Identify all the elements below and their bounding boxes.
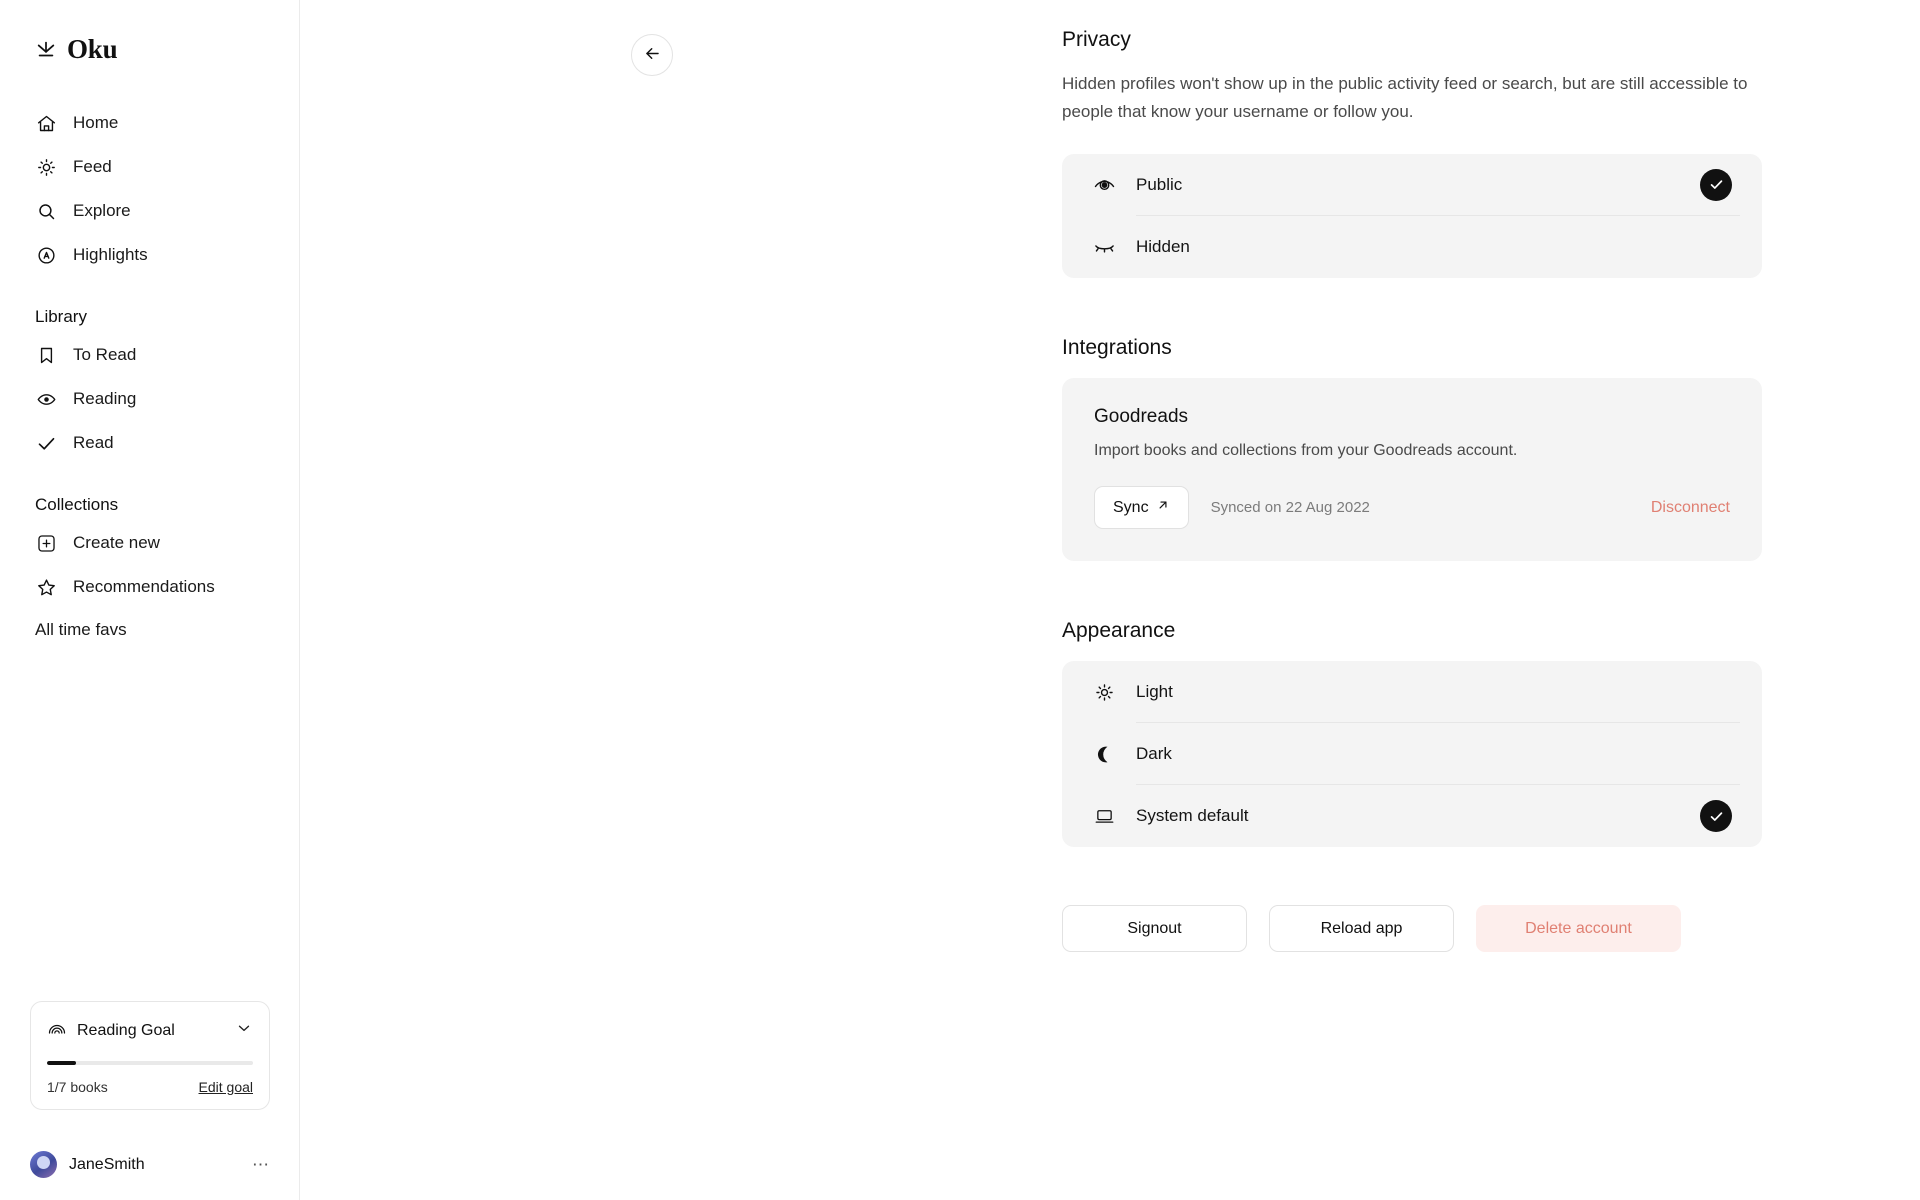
signout-button[interactable]: Signout [1062, 905, 1247, 952]
privacy-heading: Privacy [1062, 28, 1131, 51]
sidebar-item-label: Read [73, 433, 114, 452]
search-icon [35, 200, 57, 222]
arrow-left-icon [643, 44, 662, 66]
privacy-option-public[interactable] [1062, 154, 1762, 216]
main-content [300, 0, 1920, 1200]
account-actions [1062, 905, 1762, 952]
reading-goal-progress [47, 1061, 253, 1065]
sun-icon [35, 156, 57, 178]
back-button[interactable] [631, 34, 673, 76]
sidebar-item-label: Create new [73, 533, 160, 552]
sidebar-item-label: Highlights [73, 245, 148, 264]
goodreads-integration-card [1062, 378, 1762, 561]
disconnect-link[interactable]: Disconnect [1650, 498, 1730, 516]
sidebar-item-to-read[interactable] [30, 333, 269, 377]
star-icon [35, 576, 57, 598]
appearance-option-system-default[interactable] [1062, 785, 1762, 847]
appearance-options-panel [1062, 661, 1762, 847]
library-section-title: Library [35, 307, 87, 326]
privacy-option-label: Public [1136, 174, 1183, 194]
home-icon [35, 112, 57, 134]
selected-check-icon [1700, 800, 1732, 832]
brand-name: Oku [67, 34, 118, 64]
check-icon [35, 432, 57, 454]
delete-account-button[interactable]: Delete account [1476, 905, 1681, 952]
sidebar-item-label: Feed [73, 157, 112, 176]
reading-goal-count: 1/7 books [47, 1079, 108, 1095]
sync-button-label: Sync [1113, 498, 1149, 516]
ellipsis-icon[interactable]: ⋯ [252, 1154, 270, 1174]
bookmark-icon [35, 344, 57, 366]
reload-app-button[interactable]: Reload app [1269, 905, 1454, 952]
goodreads-title: Goodreads [1094, 406, 1189, 428]
integrations-heading: Integrations [1062, 336, 1172, 360]
eye-icon [1092, 173, 1116, 197]
eye-off-icon [1092, 235, 1116, 259]
sidebar-item-explore[interactable] [30, 189, 269, 233]
primary-nav [30, 101, 269, 651]
sidebar-item-all-time-favs[interactable]: All time favs [35, 620, 127, 639]
user-name: JaneSmith [69, 1155, 145, 1173]
avatar [30, 1151, 57, 1178]
sidebar-item-create-new[interactable] [30, 521, 269, 565]
appearance-option-label: System default [1136, 806, 1249, 826]
edit-goal-link[interactable]: Edit goal [198, 1079, 253, 1095]
arrow-up-right-icon [1156, 498, 1170, 517]
sync-status: Synced on 22 Aug 2022 [1210, 499, 1370, 517]
privacy-description: Hidden profiles won't show up in the public activity feed or search, but are still accessible to people that know your username or follow you. [1062, 74, 1748, 122]
chevron-down-icon[interactable] [235, 1019, 253, 1042]
appearance-option-light[interactable] [1062, 661, 1762, 723]
moon-icon [1092, 742, 1116, 766]
appearance-option-label: Dark [1136, 743, 1172, 763]
sidebar-item-label: Recommendations [73, 577, 215, 596]
sidebar-item-home[interactable] [30, 101, 269, 145]
privacy-options-panel [1062, 154, 1762, 278]
eye-icon [35, 388, 57, 410]
sidebar [0, 0, 300, 1200]
settings-content [1062, 28, 1762, 952]
sidebar-item-label: Reading [73, 389, 137, 408]
sync-button[interactable] [1094, 486, 1189, 529]
sidebar-item-reading[interactable] [30, 377, 269, 421]
selected-check-icon [1700, 169, 1732, 201]
appearance-heading: Appearance [1062, 619, 1176, 643]
laptop-icon [1092, 804, 1116, 828]
privacy-option-hidden[interactable] [1062, 216, 1762, 278]
highlight-circle-icon [35, 244, 57, 266]
brand[interactable] [30, 0, 269, 65]
sidebar-item-label: Explore [73, 201, 131, 220]
oku-logo-icon [35, 39, 57, 61]
sidebar-item-label: To Read [73, 345, 137, 364]
sidebar-item-highlights[interactable] [30, 233, 269, 277]
rainbow-icon [47, 1018, 67, 1043]
sidebar-item-feed[interactable] [30, 145, 269, 189]
sun-icon [1092, 680, 1116, 704]
privacy-option-label: Hidden [1136, 237, 1190, 257]
goodreads-description: Import books and collections from your Goodreads account. [1094, 442, 1518, 460]
goodreads-actions [1094, 486, 1730, 529]
reading-goal-title: Reading Goal [77, 1021, 175, 1039]
sidebar-item-read[interactable] [30, 421, 269, 465]
reading-goal-card [30, 1001, 270, 1110]
sidebar-item-label: Home [73, 113, 119, 132]
reading-goal-header[interactable] [47, 1018, 253, 1043]
plus-box-icon [35, 532, 57, 554]
sidebar-item-recommendations[interactable] [30, 565, 269, 609]
collections-section-title: Collections [35, 495, 119, 514]
appearance-option-dark[interactable] [1062, 723, 1762, 785]
appearance-option-label: Light [1136, 681, 1173, 701]
user-row[interactable] [30, 1151, 270, 1178]
